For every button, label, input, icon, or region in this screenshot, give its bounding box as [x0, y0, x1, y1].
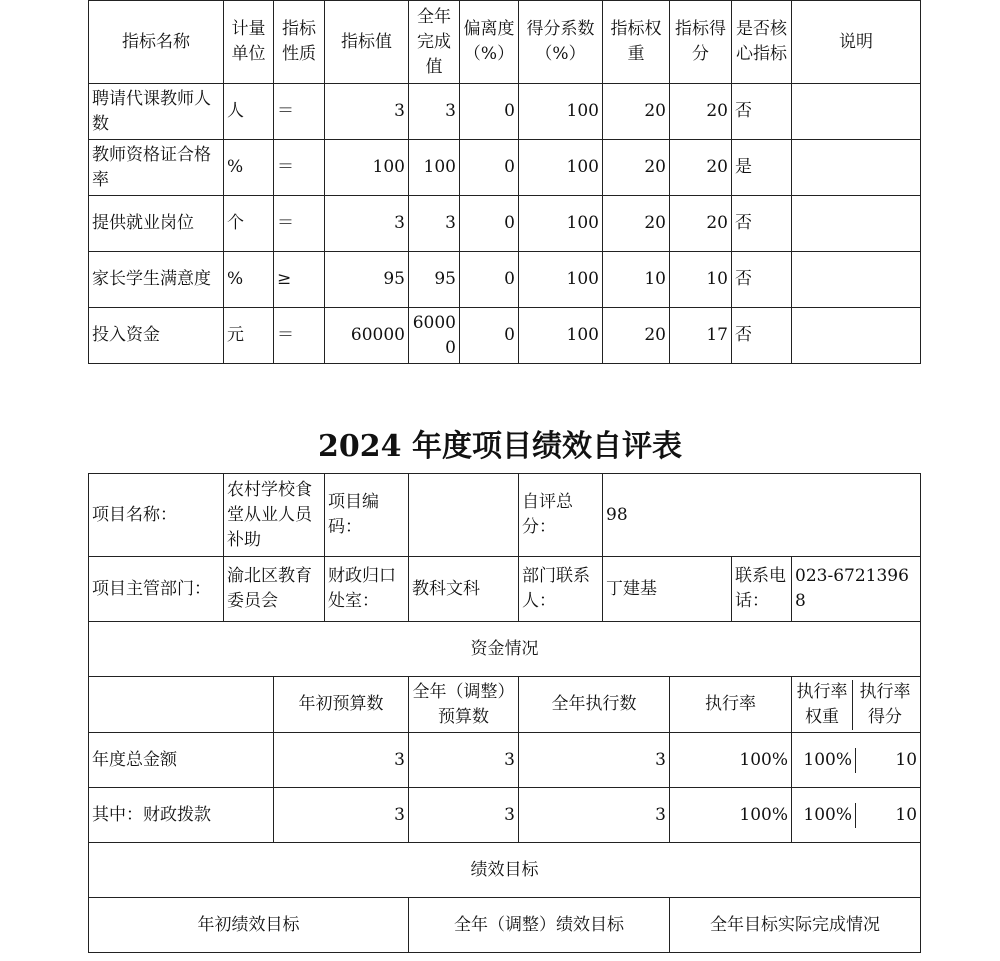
indicator-coef: 100	[519, 140, 603, 196]
indicator-deviation: 0	[460, 84, 519, 140]
table-row	[89, 140, 921, 196]
funds-row-weight: 100%	[792, 803, 856, 828]
department-label: 项目主管部门：	[89, 557, 224, 622]
indicator-weight: 20	[603, 140, 670, 196]
indicator-coef: 100	[519, 84, 603, 140]
indicator-nature: ≥	[274, 252, 325, 308]
funds-row-weight-score	[792, 733, 921, 788]
total-score-value: 98	[603, 474, 921, 557]
funds-header-weight: 执行率权重	[792, 680, 853, 730]
funds-section-label: 资金情况	[89, 622, 921, 677]
header-unit: 计量单位	[224, 1, 274, 84]
indicator-score: 20	[670, 196, 732, 252]
funds-row-label: 其中：财政拨款	[89, 788, 274, 843]
total-score-label: 自评总分：	[519, 474, 603, 557]
goals-adjusted-label: 全年（调整）绩效目标	[409, 898, 670, 953]
funds-header-initial: 年初预算数	[274, 677, 409, 733]
header-indicator-name: 指标名称	[89, 1, 224, 84]
funds-row-adjusted: 3	[409, 733, 519, 788]
indicator-deviation: 0	[460, 252, 519, 308]
indicator-name: 教师资格证合格率	[89, 140, 224, 196]
funds-header-score: 执行率得分	[859, 681, 911, 727]
contact-value: 丁建基	[603, 557, 732, 622]
indicator-note	[792, 140, 921, 196]
table-row	[89, 788, 921, 843]
indicator-note	[792, 308, 921, 364]
indicator-coef: 100	[519, 252, 603, 308]
indicator-actual: 100	[409, 140, 460, 196]
indicator-score: 17	[670, 308, 732, 364]
indicator-weight: 20	[603, 84, 670, 140]
indicator-core: 否	[732, 308, 792, 364]
goals-header-row	[89, 898, 921, 953]
funds-header-blank	[89, 677, 274, 733]
funds-row-score: 10	[895, 749, 918, 770]
indicator-target: 3	[325, 196, 409, 252]
header-weight: 指标权重	[603, 1, 670, 84]
indicator-note	[792, 84, 921, 140]
finance-office-label: 财政归口处室：	[325, 557, 409, 622]
indicator-nature: ＝	[274, 196, 325, 252]
indicator-weight: 10	[603, 252, 670, 308]
goals-completion-label: 全年目标实际完成情况	[670, 898, 921, 953]
funds-row-weight-score	[792, 788, 921, 843]
funds-header-row	[89, 677, 921, 733]
header-target: 指标值	[325, 1, 409, 84]
funds-row-executed: 3	[519, 733, 670, 788]
project-code-label: 项目编码：	[325, 474, 409, 557]
indicator-actual: 95	[409, 252, 460, 308]
indicator-actual: 3	[409, 196, 460, 252]
project-info-row	[89, 474, 921, 557]
indicator-nature: ＝	[274, 308, 325, 364]
funds-row-label: 年度总金额	[89, 733, 274, 788]
funds-row-executed: 3	[519, 788, 670, 843]
indicator-coef: 100	[519, 308, 603, 364]
page-title: 2024 年度项目绩效自评表	[318, 429, 682, 464]
contact-label: 部门联系人：	[519, 557, 603, 622]
funds-row-initial: 3	[274, 733, 409, 788]
funds-row-adjusted: 3	[409, 788, 519, 843]
table-row	[89, 308, 921, 364]
indicator-unit: 个	[224, 196, 274, 252]
indicator-score: 10	[670, 252, 732, 308]
table-row	[89, 84, 921, 140]
project-code-value	[409, 474, 519, 557]
indicator-deviation: 0	[460, 140, 519, 196]
table-row	[89, 733, 921, 788]
funds-header-adjusted: 全年（调整）预算数	[409, 677, 519, 733]
phone-value: 023-67213968	[792, 557, 921, 622]
indicator-name: 聘请代课教师人数	[89, 84, 224, 140]
header-actual: 全年完成值	[409, 1, 460, 84]
funds-row-initial: 3	[274, 788, 409, 843]
indicator-note	[792, 252, 921, 308]
indicator-weight: 20	[603, 196, 670, 252]
indicator-note	[792, 196, 921, 252]
indicator-name: 投入资金	[89, 308, 224, 364]
indicator-coef: 100	[519, 196, 603, 252]
self-evaluation-table	[88, 473, 921, 953]
indicator-target: 100	[325, 140, 409, 196]
funds-header-executed: 全年执行数	[519, 677, 670, 733]
funds-row-rate: 100%	[670, 733, 792, 788]
indicator-actual: 3	[409, 84, 460, 140]
indicator-name: 家长学生满意度	[89, 252, 224, 308]
department-info-row	[89, 557, 921, 622]
indicator-core: 是	[732, 140, 792, 196]
indicator-deviation: 0	[460, 196, 519, 252]
indicator-table	[88, 0, 921, 364]
indicator-core: 否	[732, 252, 792, 308]
header-deviation: 偏离度（%）	[460, 1, 519, 84]
indicator-unit: %	[224, 252, 274, 308]
indicator-actual: 60000	[409, 308, 460, 364]
indicator-unit: 人	[224, 84, 274, 140]
funds-section-row	[89, 622, 921, 677]
indicator-unit: 元	[224, 308, 274, 364]
table-row	[89, 252, 921, 308]
indicator-score: 20	[670, 84, 732, 140]
indicator-target: 3	[325, 84, 409, 140]
table-row	[89, 196, 921, 252]
indicator-deviation: 0	[460, 308, 519, 364]
indicator-nature: ＝	[274, 140, 325, 196]
funds-row-weight: 100%	[792, 748, 856, 773]
indicator-nature: ＝	[274, 84, 325, 140]
project-name-value: 农村学校食堂从业人员补助	[224, 474, 325, 557]
indicator-target: 95	[325, 252, 409, 308]
department-value: 渝北区教育委员会	[224, 557, 325, 622]
indicator-core: 否	[732, 196, 792, 252]
indicator-score: 20	[670, 140, 732, 196]
goals-section-row	[89, 843, 921, 898]
phone-label: 联系电话：	[732, 557, 792, 622]
indicator-core: 否	[732, 84, 792, 140]
funds-row-score: 10	[895, 804, 918, 825]
finance-office-value: 教科文科	[409, 557, 519, 622]
header-score: 指标得分	[670, 1, 732, 84]
indicator-weight: 20	[603, 308, 670, 364]
goals-section-label: 绩效目标	[89, 843, 921, 898]
header-core: 是否核心指标	[732, 1, 792, 84]
header-coef: 得分系数（%）	[519, 1, 603, 84]
header-note: 说明	[792, 1, 921, 84]
funds-row-rate: 100%	[670, 788, 792, 843]
indicator-target: 60000	[325, 308, 409, 364]
indicator-header-row	[89, 1, 921, 84]
funds-header-weight-score	[792, 677, 921, 733]
indicator-unit: %	[224, 140, 274, 196]
goals-initial-label: 年初绩效目标	[89, 898, 409, 953]
funds-header-rate: 执行率	[670, 677, 792, 733]
indicator-name: 提供就业岗位	[89, 196, 224, 252]
project-name-label: 项目名称：	[89, 474, 224, 557]
header-nature: 指标性质	[274, 1, 325, 84]
